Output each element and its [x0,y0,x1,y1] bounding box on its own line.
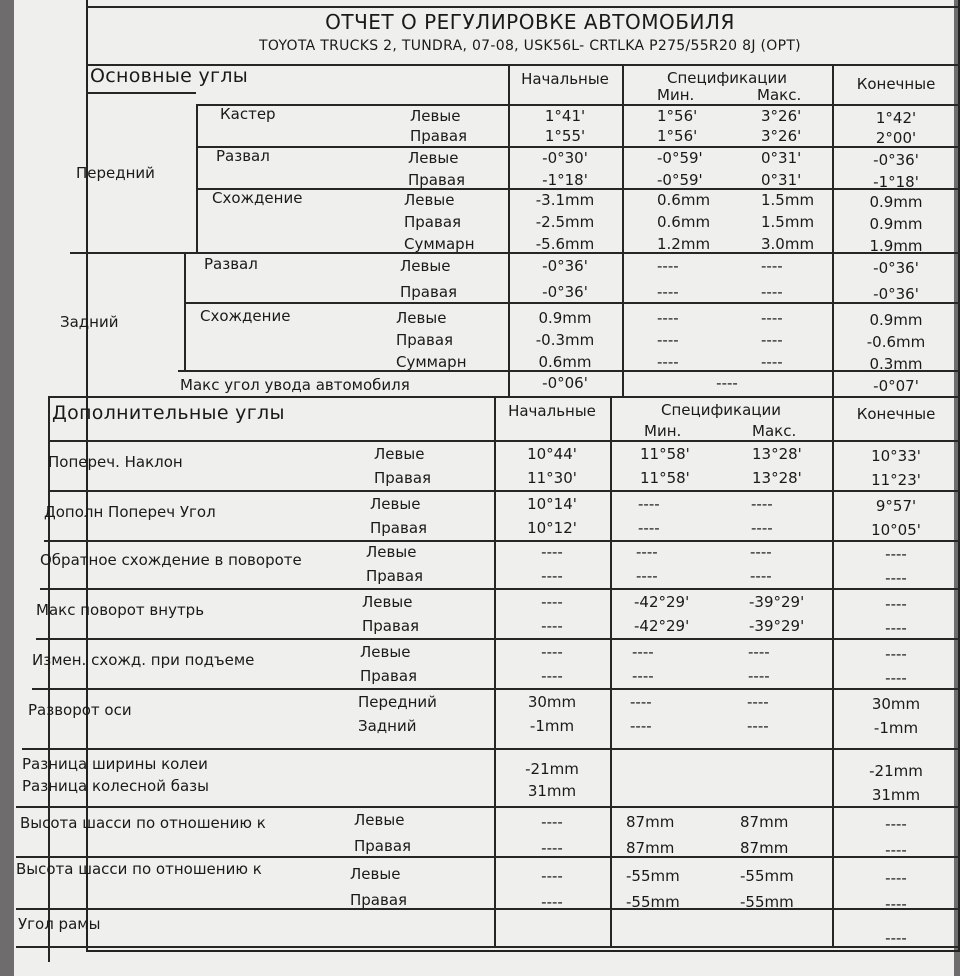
angle-group-label: Кастер [220,105,276,123]
spec-max-value: ---- [750,567,772,585]
final-value: 0.9mm [869,193,923,211]
initial-value: -1°18' [542,171,588,189]
spec-min-value: -55mm [626,867,680,885]
group-divider [196,104,198,252]
spec-min-value: 0.6mm [657,191,711,209]
spec-max-value: ---- [751,519,773,537]
initial-value: 1°41' [544,107,586,125]
initial-value: ---- [541,567,563,585]
basic-col-spec: Спецификации [667,69,787,87]
spec-max-value: 0°31' [761,149,802,167]
side-label: Правая [366,567,424,585]
divider [44,540,960,542]
spec-max-value: -39°29' [749,593,805,611]
final-value: ---- [885,545,907,563]
final-value: 0.3mm [869,355,923,373]
thrust-angle-initial: -0°06' [542,374,588,392]
side-label: Суммарн [404,235,475,253]
initial-value: 1°55' [544,127,586,145]
initial-value: 30mm [527,693,577,711]
side-label: Левые [404,191,455,209]
spec-min-value: -0°59' [657,149,703,167]
spec-min-value: ---- [657,331,679,349]
extra-angle-label: Измен. схожд. при подъеме [32,651,255,669]
spec-min-value: ---- [657,309,679,327]
final-value: ---- [885,645,907,663]
track-width-diff-initial: -21mm [525,760,579,778]
extra-angle-label: Макс поворот внутрь [36,601,205,619]
side-label: Левые [362,593,413,611]
final-value: 9°57' [875,497,917,515]
spec-min-value: 11°58' [640,469,690,487]
spec-min-value: ---- [636,543,658,561]
extra-col-min: Мин. [644,422,682,440]
spec-max-value: ---- [761,283,783,301]
spec-max-value: ---- [747,693,769,711]
final-value: ---- [885,895,907,913]
spec-max-value: 3°26' [761,127,802,145]
final-value: 0.9mm [869,215,923,233]
spec-max-value: 0°31' [761,171,802,189]
thrust-angle-label: Макс угол увода автомобиля [180,376,410,394]
spec-min-value: 87mm [626,839,675,857]
spec-max-value: 87mm [740,839,789,857]
extra-col-initial: Начальные [508,402,596,420]
final-value: 2°00' [875,129,917,147]
side-label: Передний [358,693,437,711]
final-value: ---- [885,619,907,637]
final-value: -0°36' [873,151,919,169]
side-label: Задний [358,717,417,735]
initial-value: 0.6mm [538,353,592,371]
side-label: Левые [366,543,417,561]
initial-value: 0.9mm [538,309,592,327]
col-divider [610,396,612,946]
spec-min-value: ---- [630,693,652,711]
basic-col-initial: Начальные [521,70,609,88]
spec-max-value: -55mm [740,867,794,885]
divider [48,396,960,398]
initial-value: ---- [541,617,563,635]
divider [196,104,960,106]
side-label: Левые [374,445,425,463]
side-label: Левые [396,309,447,327]
divider [36,638,960,640]
side-label: Правая [410,127,468,145]
final-value: 10°05' [871,521,921,539]
final-value: -1°18' [873,173,919,191]
side-label: Левые [400,257,451,275]
divider [22,748,960,750]
final-value: -0°36' [873,285,919,303]
initial-value: -0°30' [542,149,588,167]
spec-max-value: 13°28' [752,469,802,487]
spec-max-value: ---- [761,309,783,327]
initial-value: -1mm [529,717,575,735]
side-label: Правая [350,891,408,909]
spec-min-value: 1°56' [657,127,698,145]
angle-group-label: Схождение [200,307,291,325]
initial-value: 10°12' [527,519,577,537]
group-divider [184,252,186,370]
spec-max-value: 3.0mm [761,235,815,253]
side-label: Правая [354,837,412,855]
initial-value: 10°14' [527,495,577,513]
initial-value: ---- [541,593,563,611]
spec-max-value: ---- [761,257,783,275]
side-label: Левые [408,149,459,167]
divider [40,588,960,590]
final-value: ---- [885,869,907,887]
final-value: 0.9mm [869,311,923,329]
divider [48,490,960,492]
basic-col-min: Мин. [657,86,695,104]
spec-min-value: ---- [632,643,654,661]
side-label: Правая [362,617,420,635]
thrust-angle-spec: ---- [716,374,738,392]
final-value: 10°33' [871,447,921,465]
spec-max-value: 87mm [740,813,789,831]
chassis-height-1-label: Высота шасси по отношению к [20,814,266,832]
side-label: Суммарн [396,353,467,371]
extra-angle-label: Разворот оси [28,701,132,719]
spec-min-value: ---- [630,717,652,735]
angle-group-label: Развал [216,147,270,165]
spec-min-value: ---- [636,567,658,585]
initial-value: -3.1mm [535,191,595,209]
divider [16,908,960,910]
side-label: Левые [350,865,401,883]
frame-angle-final: ---- [885,929,907,947]
extra-col-max: Макс. [752,422,797,440]
initial-value: ---- [541,813,563,831]
spec-min-value: 87mm [626,813,675,831]
final-value: ---- [885,841,907,859]
spec-min-value: ---- [638,495,660,513]
spec-min-value: 1°56' [657,107,698,125]
final-value: ---- [885,595,907,613]
chassis-height-2-label: Высота шасси по отношению к [16,860,262,878]
side-label: Правая [400,283,458,301]
spec-min-value: ---- [638,519,660,537]
initial-value: ---- [541,839,563,857]
report-sheet [14,0,954,976]
final-value: -0.6mm [866,333,926,351]
initial-value: ---- [541,667,563,685]
initial-value: -2.5mm [535,213,595,231]
final-value: ---- [885,569,907,587]
spec-max-value: ---- [761,331,783,349]
spec-max-value: ---- [761,353,783,371]
extra-angle-label: Попереч. Наклон [48,453,183,471]
extra-angle-label: Обратное схождение в повороте [40,551,302,569]
wheelbase-diff-label: Разница колесной базы [22,777,210,795]
extra-section-title: Дополнительные углы [52,402,285,424]
report-title: ОТЧЕТ О РЕГУЛИРОВКЕ АВТОМОБИЛЯ [325,10,735,34]
final-value: -0°36' [873,259,919,277]
final-value: 30mm [871,695,921,713]
side-label: Левые [410,107,461,125]
track-width-diff-label: Разница ширины колеи [22,755,208,773]
side-label: Правая [408,171,466,189]
spec-max-value: ---- [750,543,772,561]
spec-max-value: -39°29' [749,617,805,635]
angle-group-label: Развал [204,255,258,273]
side-label: Правая [360,667,418,685]
basic-col-max: Макс. [757,86,802,104]
wheelbase-diff-final: 31mm [871,786,921,804]
side-label: Левые [354,811,405,829]
extra-col-spec: Спецификации [661,401,781,419]
initial-value: ---- [541,893,563,911]
spec-min-value: ---- [657,257,679,275]
spec-max-value: 1.5mm [761,191,815,209]
initial-value: -0°36' [542,257,588,275]
spec-max-value: ---- [748,643,770,661]
spec-min-value: -0°59' [657,171,703,189]
wheelbase-diff-initial: 31mm [527,782,577,800]
divider [48,440,960,442]
side-label: Правая [396,331,454,349]
initial-value: 11°30' [527,469,577,487]
final-value: ---- [885,815,907,833]
initial-value: -0.3mm [535,331,595,349]
divider [86,92,196,94]
extra-col-final: Конечные [856,405,936,423]
spec-min-value: -55mm [626,893,680,911]
divider [86,6,960,8]
side-label: Левые [370,495,421,513]
spec-min-value: 11°58' [640,445,690,463]
thrust-angle-final: -0°07' [873,377,919,395]
vehicle-info: TOYOTA TRUCKS 2, TUNDRA, 07-08, USK56L- CRTLKA P275/55R20 8J (OPT) [259,38,801,54]
basic-section-title: Основные углы [90,65,249,87]
spec-max-value: ---- [751,495,773,513]
extra-angle-label: Дополн Попереч Угол [44,503,216,521]
spec-min-value: 0.6mm [657,213,711,231]
basic-col-final: Конечные [856,75,936,93]
track-width-diff-final: -21mm [869,762,923,780]
angle-group-label: Схождение [212,189,303,207]
side-label: Правая [370,519,428,537]
final-value: -1mm [873,719,919,737]
spec-min-value: ---- [657,353,679,371]
divider [16,946,960,948]
side-label: Правая [374,469,432,487]
spec-max-value: 1.5mm [761,213,815,231]
spec-max-value: 3°26' [761,107,802,125]
initial-value: -0°36' [542,283,588,301]
divider [16,806,960,808]
final-value: ---- [885,669,907,687]
divider [16,856,960,858]
frame-angle-label: Угол рамы [18,915,101,933]
initial-value: -5.6mm [535,235,595,253]
spec-min-value: -42°29' [634,617,690,635]
initial-value: 10°44' [527,445,577,463]
divider [32,688,960,690]
spec-min-value: -42°29' [634,593,690,611]
spec-min-value: ---- [657,283,679,301]
initial-value: ---- [541,543,563,561]
spec-max-value: 13°28' [752,445,802,463]
side-label: Правая [404,213,462,231]
spec-min-value: ---- [632,667,654,685]
col-divider [622,64,624,398]
rear-label: Задний [60,313,119,331]
final-value: 1.9mm [869,237,923,255]
spec-max-value: ---- [747,717,769,735]
front-label: Передний [76,164,155,182]
final-value: 1°42' [875,109,917,127]
spec-min-value: 1.2mm [657,235,711,253]
spec-max-value: -55mm [740,893,794,911]
spec-max-value: ---- [748,667,770,685]
final-value: 11°23' [871,471,921,489]
initial-value: ---- [541,643,563,661]
initial-value: ---- [541,867,563,885]
side-label: Левые [360,643,411,661]
